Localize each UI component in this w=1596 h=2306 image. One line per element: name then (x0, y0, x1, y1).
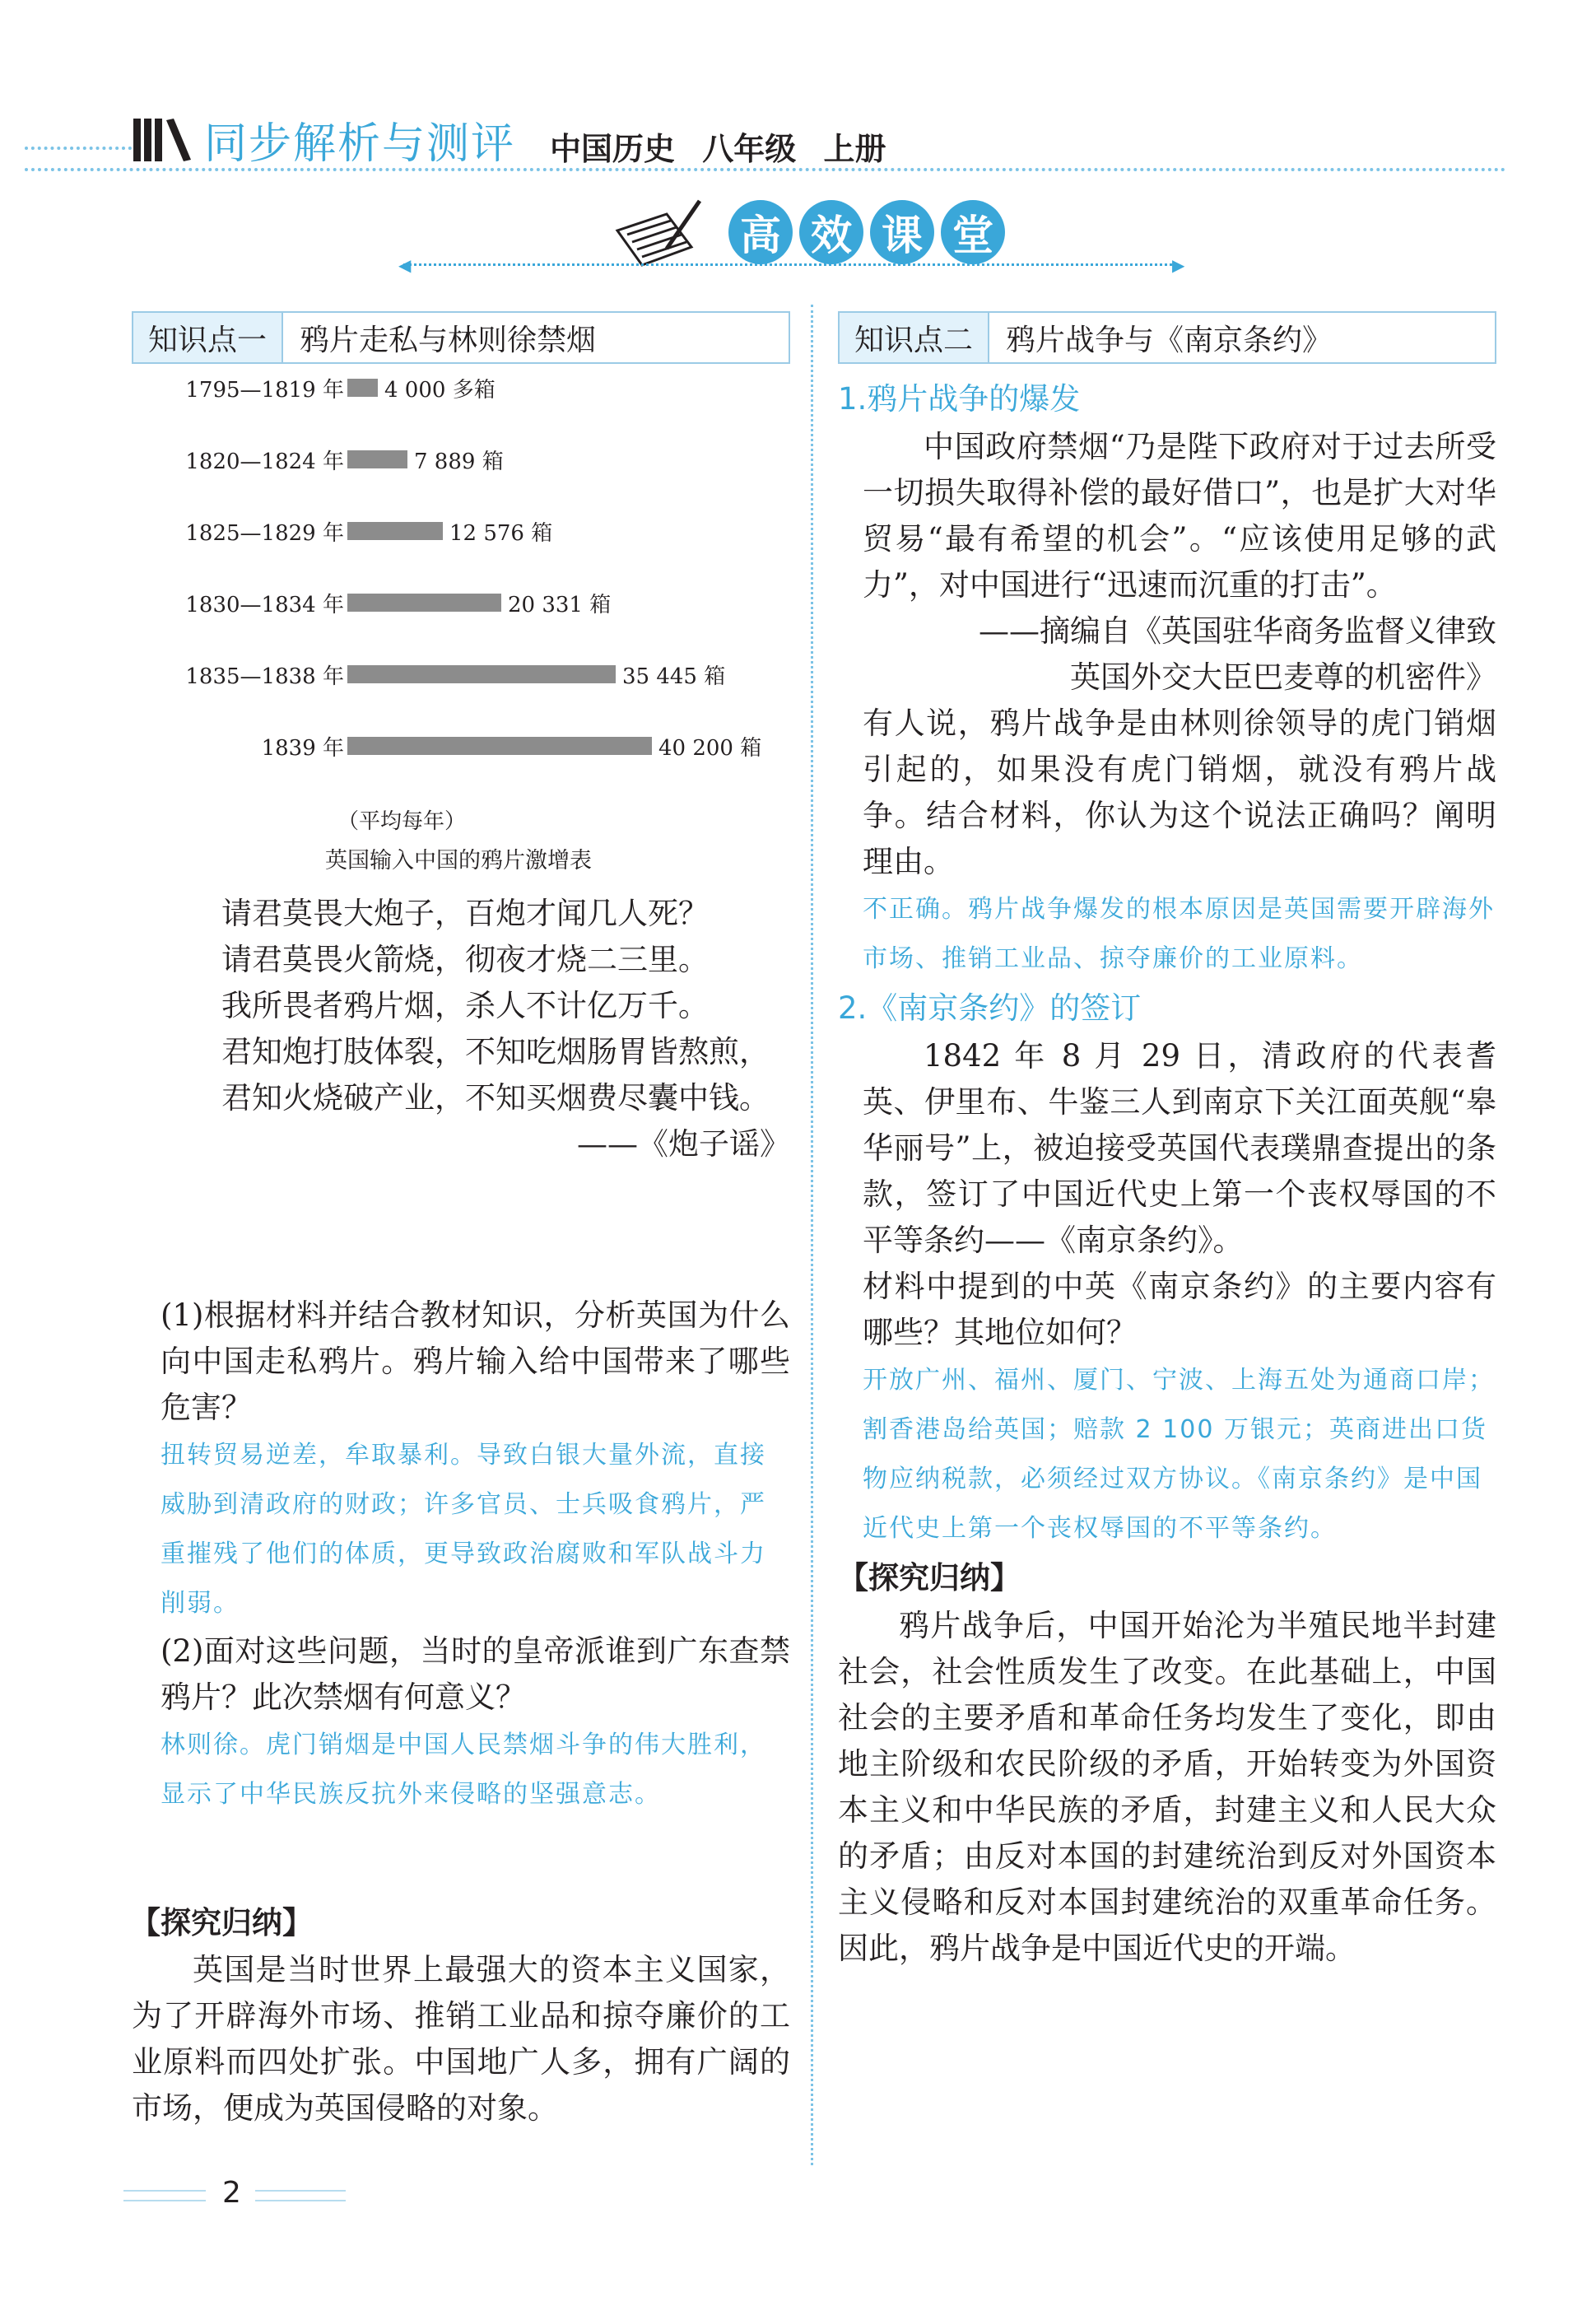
opium-import-chart (140, 375, 761, 804)
quote-source-line: ——摘编自《英国驻华商务监督义律致 (979, 613, 1496, 649)
chart-value-label: 7 889 箱 (414, 449, 504, 474)
chart-value-label: 40 200 箱 (658, 735, 762, 761)
section-banner (728, 200, 1005, 266)
poem-source: ——《炮子谣》 (577, 1126, 790, 1162)
right-column (838, 375, 1496, 1972)
subheading-outbreak: 1.鸦片战争的爆发 (838, 381, 1081, 417)
column-divider (811, 305, 813, 2165)
chart-period-label: 1820—1824 年 (185, 449, 344, 474)
poem-line: 君知火烧破产业，不知买烟费尽囊中钱。 (221, 1080, 770, 1116)
chart-bar (347, 450, 407, 468)
question-1: (1)根据材料并结合教材知识，分析英国为什么向中国走私鸦片。鸦片输入给中国带来了哪些危害？ (161, 1297, 790, 1425)
question-2: (2)面对这些问题，当时的皇帝派谁到广东查禁鸦片？此次禁烟有何意义？ (161, 1633, 790, 1715)
banner-underline (403, 263, 1177, 266)
header-dotted-line (25, 147, 132, 150)
kp-title: 鸦片走私与林则徐禁烟 (300, 323, 597, 357)
inquiry-summary-text: 英国是当时世界上最强大的资本主义国家，为了开辟海外市场、推销工业品和掠夺廉价的工业原料而四处扩张。中国地广人多，拥有广阔的市场，便成为英国侵略的对象。 (132, 1952, 790, 2126)
chart-bar (347, 522, 443, 540)
notebook-pen-icon (609, 198, 708, 272)
subject-title: 中国历史 八年级 上册 (550, 131, 886, 167)
inquiry-summary-tag: 【探究归纳】 (130, 1905, 313, 1940)
footer-line (123, 2200, 206, 2201)
header-divider (25, 168, 1506, 171)
footer-line (123, 2190, 206, 2192)
chart-bar (347, 379, 378, 397)
chart-bar (347, 594, 501, 612)
page-number: 2 (222, 2176, 241, 2210)
knowledge-point-2-header (838, 311, 1496, 364)
chart-row (140, 375, 761, 401)
chart-row (140, 733, 761, 759)
chart-bar (347, 737, 652, 755)
chart-row (140, 518, 761, 544)
quote-treaty: 1842 年 8 月 29 日，清政府的代表耆英、伊里布、牛鉴三人到南京下关江面英舰“皋华丽号”上，被迫接受英国代表璞鼎查提出的条款，签订了中国近代史上第一个丧权辱国的不平等条约——《南京条约》。 (863, 1038, 1496, 1258)
answer-4: 开放广州、福州、厦门、宁波、上海五处为通商口岸；割香港岛给英国；赔款 2 100 万银元；英商进出口货物应纳税款，必须经过双方协议。《南京条约》是中国近代史上第一个丧权辱国的不平等条约。 (863, 1366, 1495, 1543)
footer-line (255, 2190, 346, 2192)
chart-row (140, 589, 761, 616)
answer-1: 扭转贸易逆差，牟取暴利。导致白银大量外流，直接威胁到清政府的财政；许多官员、士兵吸食鸦片，严重摧残了他们的体质，更导致政治腐败和军队战斗力削弱。 (161, 1441, 766, 1618)
banner-char: 高 (728, 200, 793, 264)
chart-value-label: 12 576 箱 (449, 520, 553, 546)
quote-elliot: 中国政府禁烟“乃是陛下政府对于过去所受一切损失取得补偿的最好借口”，也是扩大对华贸易“最有希望的机会”。“应该使用足够的武力”，对中国进行“迅速而沉重的打击”。 (863, 429, 1496, 603)
answer-2: 林则徐。虎门销烟是中国人民禁烟斗争的伟大胜利，显示了中华民族反抗外来侵略的坚强意志。 (161, 1731, 766, 1809)
chart-period-label: 1825—1829 年 (185, 520, 344, 546)
chart-period-label: 1839 年 (261, 735, 344, 761)
chart-period-label: 1795—1819 年 (185, 377, 344, 403)
kp-title: 鸦片战争与《南京条约》 (1006, 323, 1333, 357)
poem-line: 请君莫畏火箭烧，彻夜才烧二三里。 (221, 942, 709, 977)
quote-source-line: 英国外交大臣巴麦尊的机密件》 (1070, 659, 1496, 695)
question-4: 材料中提到的中英《南京条约》的主要内容有哪些？其地位如何？ (863, 1269, 1496, 1350)
chart-row (140, 446, 761, 473)
poem-line: 君知炮打肢体裂，不知吃烟肠胃皆熬煎， (221, 1034, 770, 1069)
poem-line: 我所畏者鸦片烟，杀人不计亿万千。 (221, 988, 709, 1023)
banner-char: 堂 (941, 200, 1005, 264)
poem-line: 请君莫畏大炮子，百炮才闻几人死？ (221, 896, 709, 931)
chart-value-label: 4 000 多箱 (384, 377, 496, 403)
inquiry-summary-tag: 【探究归纳】 (838, 1560, 1021, 1596)
chart-bar (347, 665, 616, 683)
knowledge-point-1-header (132, 311, 790, 364)
banner-char: 效 (799, 200, 863, 264)
left-questions (161, 1293, 790, 1819)
inquiry-summary-text: 鸦片战争后，中国开始沦为半殖民地半封建社会，社会性质发生了改变。在此基础上，中国社会的主要矛盾和革命任务均发生了变化，即由地主阶级和农民阶级的矛盾，开始转变为外国资本主义和中华民族的矛盾，封建主义和人民大众的矛盾；由反对本国的封建统治到反对外国资本主义侵略和反对本国封建统治的双重革命任务。因此，鸦片战争是中国近代史的开端。 (838, 1608, 1496, 1966)
chart-caption: 英国输入中国的鸦片激增表 (325, 848, 592, 873)
poem-block (161, 891, 790, 1167)
banner-char: 课 (870, 200, 934, 264)
question-3: 有人说，鸦片战争是由林则徐领导的虎门销烟引起的，如果没有虎门销烟，就没有鸦片战争。结合材料，你认为这个说法正确吗？阐明理由。 (863, 706, 1496, 879)
arrow-right-icon: ▶ (1172, 255, 1185, 275)
kp-label: 知识点一 (133, 313, 283, 362)
arrow-left-icon: ◀ (398, 255, 412, 275)
chart-period-label: 1835—1838 年 (185, 664, 344, 689)
books-logo-icon (132, 115, 198, 165)
chart-note: （平均每年） (337, 809, 467, 834)
chart-row (140, 661, 761, 687)
series-title: 同步解析与测评 (204, 119, 516, 169)
kp-label: 知识点二 (840, 313, 989, 362)
chart-value-label: 20 331 箱 (508, 592, 612, 617)
answer-3: 不正确。鸦片战争爆发的根本原因是英国需要开辟海外市场、推销工业品、掠夺廉价的工业原料。 (863, 895, 1495, 973)
chart-value-label: 35 445 箱 (622, 664, 726, 689)
chart-period-label: 1830—1834 年 (185, 592, 344, 617)
footer-line (255, 2200, 346, 2201)
subheading-treaty: 2.《南京条约》的签订 (838, 990, 1142, 1026)
